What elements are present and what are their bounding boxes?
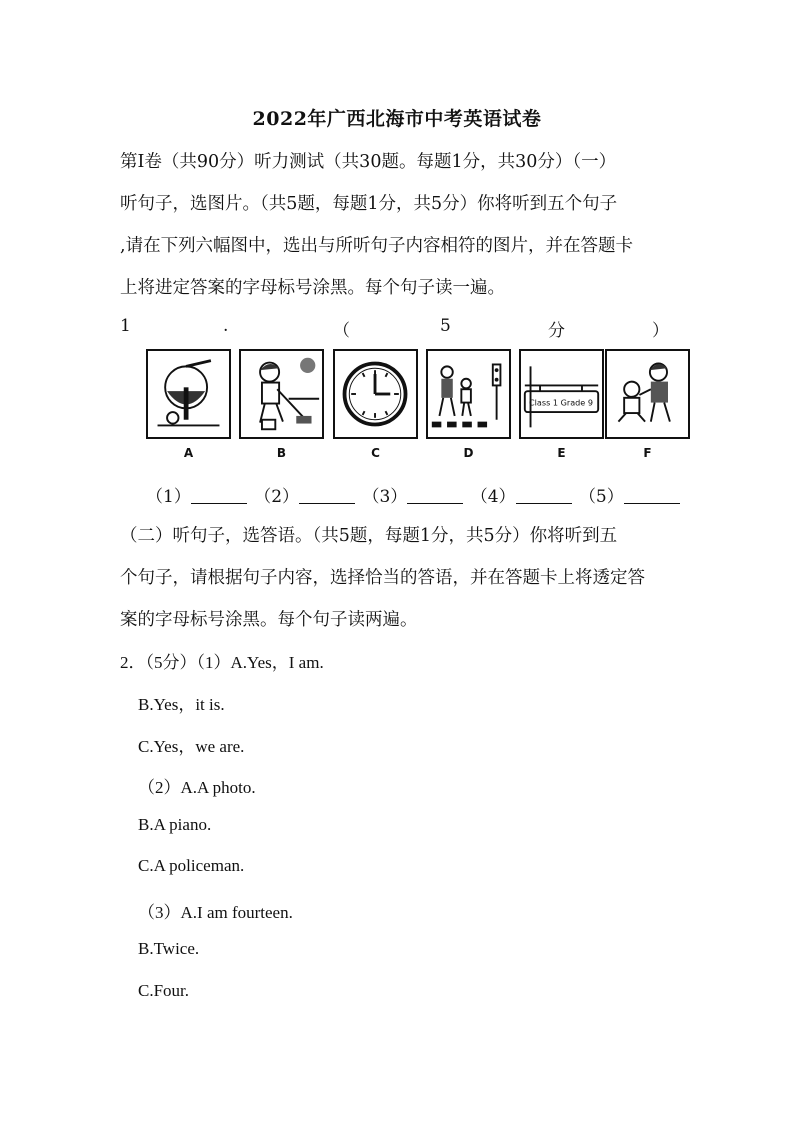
answer-blank-4[interactable] <box>516 487 572 504</box>
q2-2-option-a: （2）A.A photo. <box>138 778 256 797</box>
section1-line-3: ,请在下列六幅图中，选出与所听句子内容相符的图片，并在答题卡 <box>120 236 634 256</box>
answer-blank-5[interactable] <box>624 487 680 504</box>
question-number: 1 <box>120 316 131 336</box>
section1-line-2: 听句子，选图片。（共5题，每题1分，共5分）你将听到五个句子 <box>120 194 618 214</box>
section2-line-2: 个句子，请根据句子内容，选择恰当的答语，并在答题卡上将透定答 <box>120 568 645 588</box>
blank-label-5: （5） <box>578 487 624 507</box>
q2-2-option-c: C.A policeman. <box>138 856 245 875</box>
section2-line-1: （二）听句子，选答语。（共5题，每题1分，共5分）你将听到五 <box>120 526 618 546</box>
picture-b-letter: B <box>276 446 287 460</box>
picture-e-letter: E <box>557 446 566 460</box>
clock-icon <box>335 351 416 437</box>
q2-3-option-b: B.Twice. <box>138 939 200 958</box>
question-dot: . <box>223 316 229 336</box>
blank-label-2: （2） <box>254 487 300 507</box>
picture-a[interactable] <box>146 349 231 439</box>
q2-1-option-c: C.Yes，we are. <box>138 737 245 756</box>
answer-blank-3[interactable] <box>407 487 463 504</box>
question-2-header: 2．（5分）（1）A.Yes，I am. <box>120 653 324 672</box>
picture-c[interactable] <box>333 349 418 439</box>
points-unit: 分 <box>548 321 565 341</box>
question-points: 5 <box>440 316 451 336</box>
page-title: 2022年广西北海市中考英语试卷 <box>252 108 542 130</box>
paren-close: ） <box>652 321 669 341</box>
ping-pong-icon <box>148 351 229 437</box>
paren-open: （ <box>333 321 350 341</box>
section2-line-3: 案的字母标号涂黑。每个句子读两遍。 <box>120 610 418 630</box>
picture-f[interactable] <box>605 349 690 439</box>
answer-blank-1[interactable] <box>191 487 247 504</box>
question-1-header <box>120 316 680 340</box>
blank-label-4: （4） <box>470 487 516 507</box>
crossing-road-icon <box>428 351 509 437</box>
blank-label-1: （1） <box>146 487 191 507</box>
answer-blanks <box>146 482 682 507</box>
boy-sweeping-icon <box>241 351 322 437</box>
answer-blank-2[interactable] <box>299 487 355 504</box>
helping-friend-icon <box>607 351 688 437</box>
section1-line-4: 上将进定答案的字母标号涂黑。每个句子读一遍。 <box>120 278 505 298</box>
class-sign-icon <box>521 351 602 437</box>
picture-f-letter: F <box>643 446 652 460</box>
picture-d[interactable] <box>426 349 511 439</box>
q2-3-option-a: （3）A.I am fourteen. <box>138 903 293 922</box>
picture-c-letter: C <box>371 446 380 460</box>
picture-d-letter: D <box>463 446 474 460</box>
class-sign-text: Class 1 Grade 9 <box>529 397 594 408</box>
q2-3-option-c: C.Four. <box>138 981 190 1000</box>
picture-a-letter: A <box>183 446 194 460</box>
section1-line-1: 第I卷（共90分）听力测试（共30题。每题1分，共30分）（一） <box>120 152 617 172</box>
blank-label-3: （3） <box>362 487 408 507</box>
q2-2-option-b: B.A piano. <box>138 815 212 834</box>
q2-1-option-b: B.Yes，it is. <box>138 695 225 714</box>
picture-e[interactable] <box>519 349 604 439</box>
picture-b[interactable] <box>239 349 324 439</box>
